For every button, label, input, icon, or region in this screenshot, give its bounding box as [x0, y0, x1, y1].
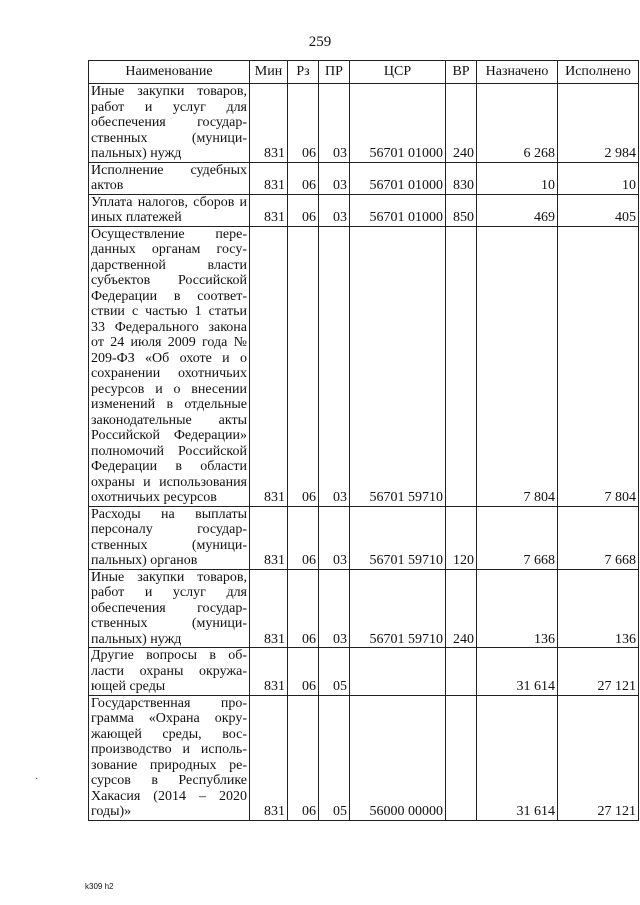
cell-executed: 136 — [558, 569, 639, 648]
table-row — [89, 226, 639, 506]
cell-min: 831 — [250, 569, 288, 648]
cell-rz: 06 — [288, 194, 319, 226]
cell-rz: 06 — [288, 162, 319, 194]
cell-rz: 06 — [288, 569, 319, 648]
header-rz: Рз — [288, 61, 319, 84]
cell-vr: 120 — [446, 506, 477, 569]
cell-vr: 240 — [446, 569, 477, 648]
cell-name: Иные закупки товаров, работ и услуг для обеспечения государственных (муниципальных) нужд — [89, 569, 250, 648]
table-row — [89, 569, 639, 648]
cell-name: Иные закупки товаров, работ и услуг для обеспечения государственных (муниципальных) нужд — [89, 84, 250, 163]
cell-rz: 06 — [288, 695, 319, 820]
cell-assigned: 7 804 — [477, 226, 558, 506]
cell-name: Другие вопросы в области охраны окружающей среды — [89, 648, 250, 696]
cell-executed: 10 — [558, 162, 639, 194]
cell-assigned: 10 — [477, 162, 558, 194]
cell-csr: 56000 00000 — [350, 695, 446, 820]
cell-executed: 7 804 — [558, 226, 639, 506]
cell-pr: 05 — [319, 648, 350, 696]
cell-csr — [350, 648, 446, 696]
margin-mark: · — [35, 774, 39, 785]
cell-name: Расходы на выплаты персоналу государственных (муниципальных) органов — [89, 506, 250, 569]
cell-rz: 06 — [288, 648, 319, 696]
cell-csr: 56701 59710 — [350, 226, 446, 506]
cell-pr: 03 — [319, 569, 350, 648]
cell-min: 831 — [250, 648, 288, 696]
header-vr: ВР — [446, 61, 477, 84]
cell-pr: 03 — [319, 84, 350, 163]
header-min: Мин — [250, 61, 288, 84]
header-executed: Исполнено — [558, 61, 639, 84]
table-row — [89, 162, 639, 194]
footer-code: k309 h2 — [85, 882, 114, 891]
header-pr: ПР — [319, 61, 350, 84]
cell-rz: 06 — [288, 506, 319, 569]
table-row — [89, 84, 639, 163]
cell-pr: 03 — [319, 194, 350, 226]
cell-name: Уплата налогов, сборов и иных платежей — [89, 194, 250, 226]
cell-csr: 56701 59710 — [350, 569, 446, 648]
cell-executed: 27 121 — [558, 648, 639, 696]
cell-pr: 03 — [319, 506, 350, 569]
cell-executed: 27 121 — [558, 695, 639, 820]
cell-rz: 06 — [288, 84, 319, 163]
cell-vr — [446, 226, 477, 506]
cell-min: 831 — [250, 162, 288, 194]
cell-assigned: 31 614 — [477, 648, 558, 696]
cell-csr: 56701 01000 — [350, 162, 446, 194]
cell-csr: 56701 01000 — [350, 194, 446, 226]
budget-table — [88, 60, 639, 821]
cell-name: Государственная программа «Охрана окружающей среды, воспроизводство и использование природных ресурсов в Республике Хакасия (2014 – 2020 годы)» — [89, 695, 250, 820]
table-row — [89, 506, 639, 569]
cell-assigned: 6 268 — [477, 84, 558, 163]
page-number: 259 — [308, 34, 332, 50]
cell-pr: 03 — [319, 162, 350, 194]
cell-assigned: 136 — [477, 569, 558, 648]
table-row — [89, 695, 639, 820]
cell-pr: 03 — [319, 226, 350, 506]
cell-csr: 56701 59710 — [350, 506, 446, 569]
cell-pr: 05 — [319, 695, 350, 820]
cell-vr — [446, 648, 477, 696]
cell-min: 831 — [250, 194, 288, 226]
cell-csr: 56701 01000 — [350, 84, 446, 163]
cell-min: 831 — [250, 226, 288, 506]
cell-assigned: 31 614 — [477, 695, 558, 820]
cell-name: Осуществление переданных органам государственной власти субъектов Российской Федерации в соответствии с частью 1 статьи 33 Федерального закона от 24 июля 2009 года № 209-ФЗ «Об охоте и о сохранении охотничьих ресурсов и о внесении изменений в отдельные законодательные акты Российской Федерации» полномочий Российской Федерации в области охраны и использования охотничьих ресурсов — [89, 226, 250, 506]
cell-assigned: 469 — [477, 194, 558, 226]
cell-min: 831 — [250, 695, 288, 820]
cell-vr: 850 — [446, 194, 477, 226]
cell-executed: 7 668 — [558, 506, 639, 569]
header-name: Наименование — [89, 61, 250, 84]
header-assigned: Назначено — [477, 61, 558, 84]
cell-assigned: 7 668 — [477, 506, 558, 569]
cell-min: 831 — [250, 506, 288, 569]
table-row — [89, 194, 639, 226]
header-csr: ЦСР — [350, 61, 446, 84]
cell-executed: 2 984 — [558, 84, 639, 163]
table-body — [89, 84, 639, 821]
table-row — [89, 648, 639, 696]
cell-vr: 830 — [446, 162, 477, 194]
table-header-row — [89, 61, 639, 84]
cell-vr: 240 — [446, 84, 477, 163]
cell-vr — [446, 695, 477, 820]
cell-rz: 06 — [288, 226, 319, 506]
cell-min: 831 — [250, 84, 288, 163]
cell-name: Исполнение судебных актов — [89, 162, 250, 194]
cell-executed: 405 — [558, 194, 639, 226]
